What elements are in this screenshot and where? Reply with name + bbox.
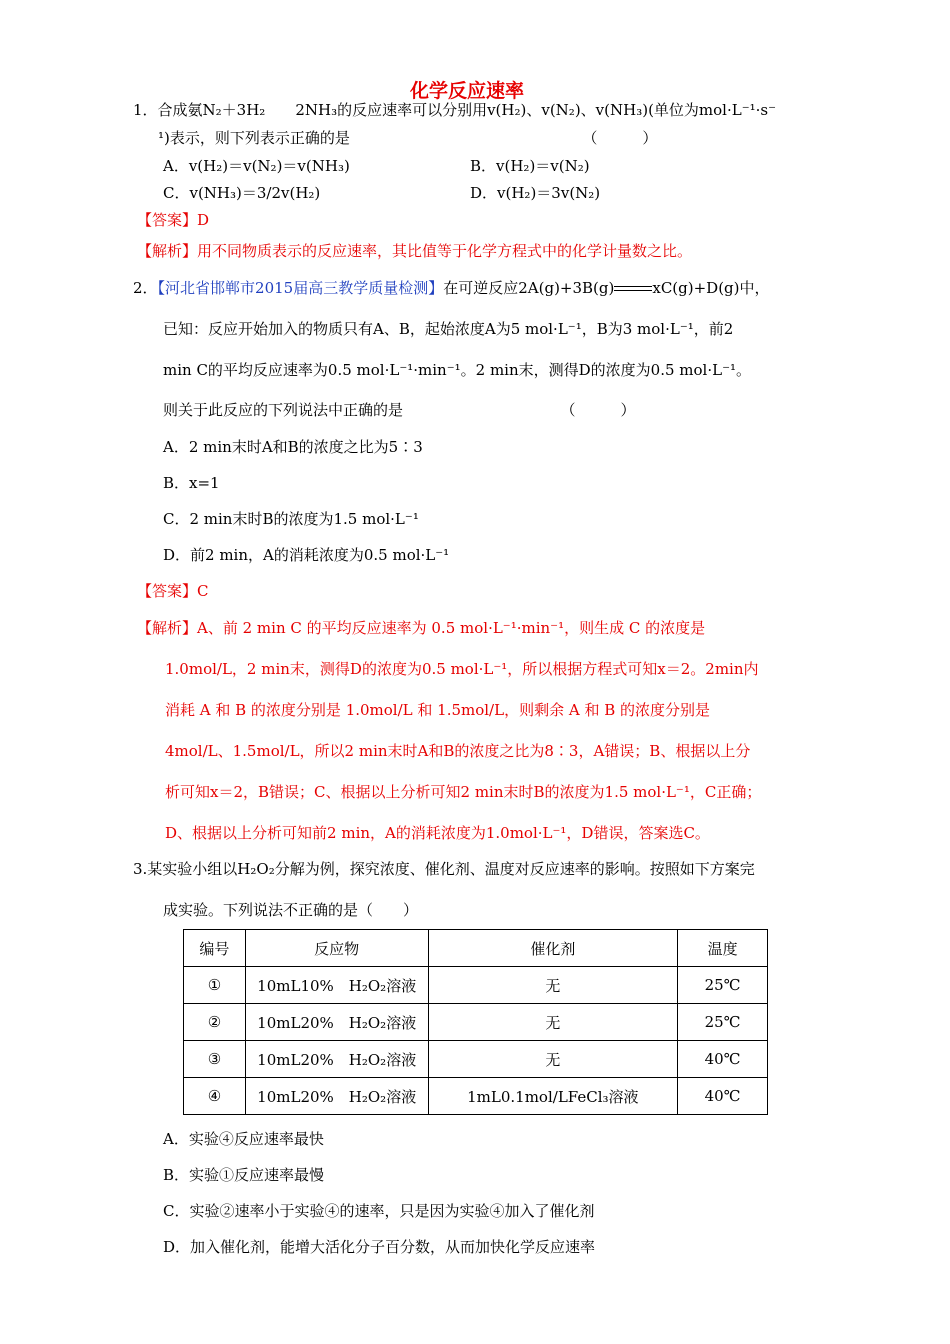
q3-option-c: C．实验②速率小于实验④的速率，只是因为实验④加入了催化剂 — [163, 1202, 595, 1220]
q2-option-d: D．前2 min，A的消耗浓度为0.5 mol·L⁻¹ — [163, 546, 450, 564]
q1-option-b: B．v(H₂)＝v(N₂) — [470, 157, 590, 175]
table-header-cell: 温度 — [678, 930, 768, 967]
table-row — [184, 1004, 768, 1041]
q2-analysis-line4: 4mol/L、1.5mol/L，所以2 min末时A和B的浓度之比为8∶3，A错误；B、根据以上分 — [165, 742, 751, 760]
table-cell: ④ — [184, 1078, 246, 1115]
experiment-table — [183, 929, 768, 1115]
q2-equation-right: xC(g)+D(g)中， — [652, 279, 770, 297]
q2-answer-value: C — [197, 582, 209, 600]
q1-answer-tag: 【答案】 — [137, 211, 198, 229]
table-cell: 10mL20% H₂O₂溶液 — [245, 1078, 428, 1115]
q2-option-c: C．2 min末时B的浓度为1.5 mol·L⁻¹ — [163, 510, 419, 528]
q2-analysis-line2: 1.0mol/L，2 min末，测得D的浓度为0.5 mol·L⁻¹，所以根据方程式可知x＝2。2min内 — [165, 660, 759, 678]
table-cell: ③ — [184, 1041, 246, 1078]
table-cell: 40℃ — [678, 1041, 768, 1078]
q3-option-b: B．实验①反应速率最慢 — [163, 1166, 325, 1184]
q1-stem-line1: 1．合成氨N₂＋3H₂ 2NH₃的反应速率可以分别用v(H₂)、v(N₂)、v(NH₃)(单位为mol·L⁻¹·s⁻ — [133, 101, 777, 119]
q2-analysis-text-1: A、前 2 min C 的平均反应速率为 0.5 mol·L⁻¹·min⁻¹，则生成 C 的浓度是 — [197, 619, 706, 637]
table-cell: 无 — [428, 1041, 678, 1078]
table-header-row — [184, 930, 768, 967]
table-cell: 无 — [428, 967, 678, 1004]
table-row — [184, 1078, 768, 1115]
q2-analysis-tag: 【解析】 — [137, 619, 198, 637]
q3-option-d: D．加入催化剂，能增大活化分子百分数，从而加快化学反应速率 — [163, 1238, 596, 1256]
q1-option-d: D．v(H₂)＝3v(N₂) — [470, 184, 601, 202]
q2-analysis-line1 — [137, 618, 705, 638]
table-header-cell: 催化剂 — [428, 930, 678, 967]
table-row — [184, 967, 768, 1004]
q1-analysis-tag: 【解析】 — [137, 242, 198, 260]
q1-option-c: C．v(NH₃)＝3/2v(H₂) — [163, 184, 321, 202]
q1-option-a: A．v(H₂)＝v(N₂)＝v(NH₃) — [163, 157, 350, 175]
q1-analysis — [137, 241, 692, 261]
q2-number: 2． — [133, 279, 158, 297]
q2-equation-left: 在可逆反应2A(g)+3B(g) — [443, 279, 615, 297]
table-cell: 10mL20% H₂O₂溶液 — [245, 1041, 428, 1078]
table-cell: ① — [184, 967, 246, 1004]
q3-stem-line1: 3.某实验小组以H₂O₂分解为例，探究浓度、催化剂、温度对反应速率的影响。按照如下方案完 — [133, 860, 755, 878]
table-cell: 无 — [428, 1004, 678, 1041]
table-cell: 25℃ — [678, 967, 768, 1004]
q2-analysis-line5: 析可知x＝2，B错误；C、根据以上分析可知2 min末时B的浓度为1.5 mol·L⁻¹，C正确； — [165, 783, 762, 801]
table-cell: 1mL0.1mol/LFeCl₃溶液 — [428, 1078, 678, 1115]
page-title: 化学反应速率 — [410, 80, 525, 102]
table-cell: 10mL10% H₂O₂溶液 — [245, 967, 428, 1004]
table-cell: 10mL20% H₂O₂溶液 — [245, 1004, 428, 1041]
q2-option-b: B．x=1 — [163, 474, 220, 492]
table-header-cell: 反应物 — [245, 930, 428, 967]
q3-option-a: A．实验④反应速率最快 — [163, 1130, 324, 1148]
q2-stem-line4: 则关于此反应的下列说法中正确的是 （ ） — [163, 401, 636, 419]
table-row — [184, 1041, 768, 1078]
q2-option-a: A．2 min末时A和B的浓度之比为5∶3 — [163, 438, 423, 456]
table-header-cell: 编号 — [184, 930, 246, 967]
q2-analysis-line3: 消耗 A 和 B 的浓度分别是 1.0mol/L 和 1.5mol/L，则剩余 A 和 B 的浓度分别是 — [165, 701, 711, 719]
table-cell: ② — [184, 1004, 246, 1041]
q2-answer — [137, 581, 209, 601]
q1-answer-value: D — [197, 211, 210, 229]
q2-stem-line3: min C的平均反应速率为0.5 mol·L⁻¹·min⁻¹。2 min末，测得D的浓度为0.5 mol·L⁻¹。 — [163, 361, 751, 379]
q1-answer — [137, 210, 209, 230]
table-cell: 25℃ — [678, 1004, 768, 1041]
q2-stem-line1 — [133, 278, 770, 298]
q1-analysis-text: 用不同物质表示的反应速率，其比值等于化学方程式中的化学计量数之比。 — [197, 242, 693, 260]
q1-stem-line2: ¹)表示，则下列表示正确的是 （ ） — [158, 129, 658, 147]
table-cell: 40℃ — [678, 1078, 768, 1115]
q2-source: 【河北省邯郸市2015届高三教学质量检测】 — [157, 279, 444, 297]
q2-analysis-line6: D、根据以上分析可知前2 min，A的消耗浓度为1.0mol·L⁻¹，D错误，答案选C。 — [165, 824, 710, 842]
q2-stem-line2: 已知：反应开始加入的物质只有A、B，起始浓度A为5 mol·L⁻¹，B为3 mol·L⁻¹，前2 — [163, 320, 734, 338]
q2-answer-tag: 【答案】 — [137, 582, 198, 600]
q3-stem-line2: 成实验。下列说法不正确的是（ ） — [163, 901, 419, 919]
equilibrium-arrow-icon — [614, 284, 652, 294]
